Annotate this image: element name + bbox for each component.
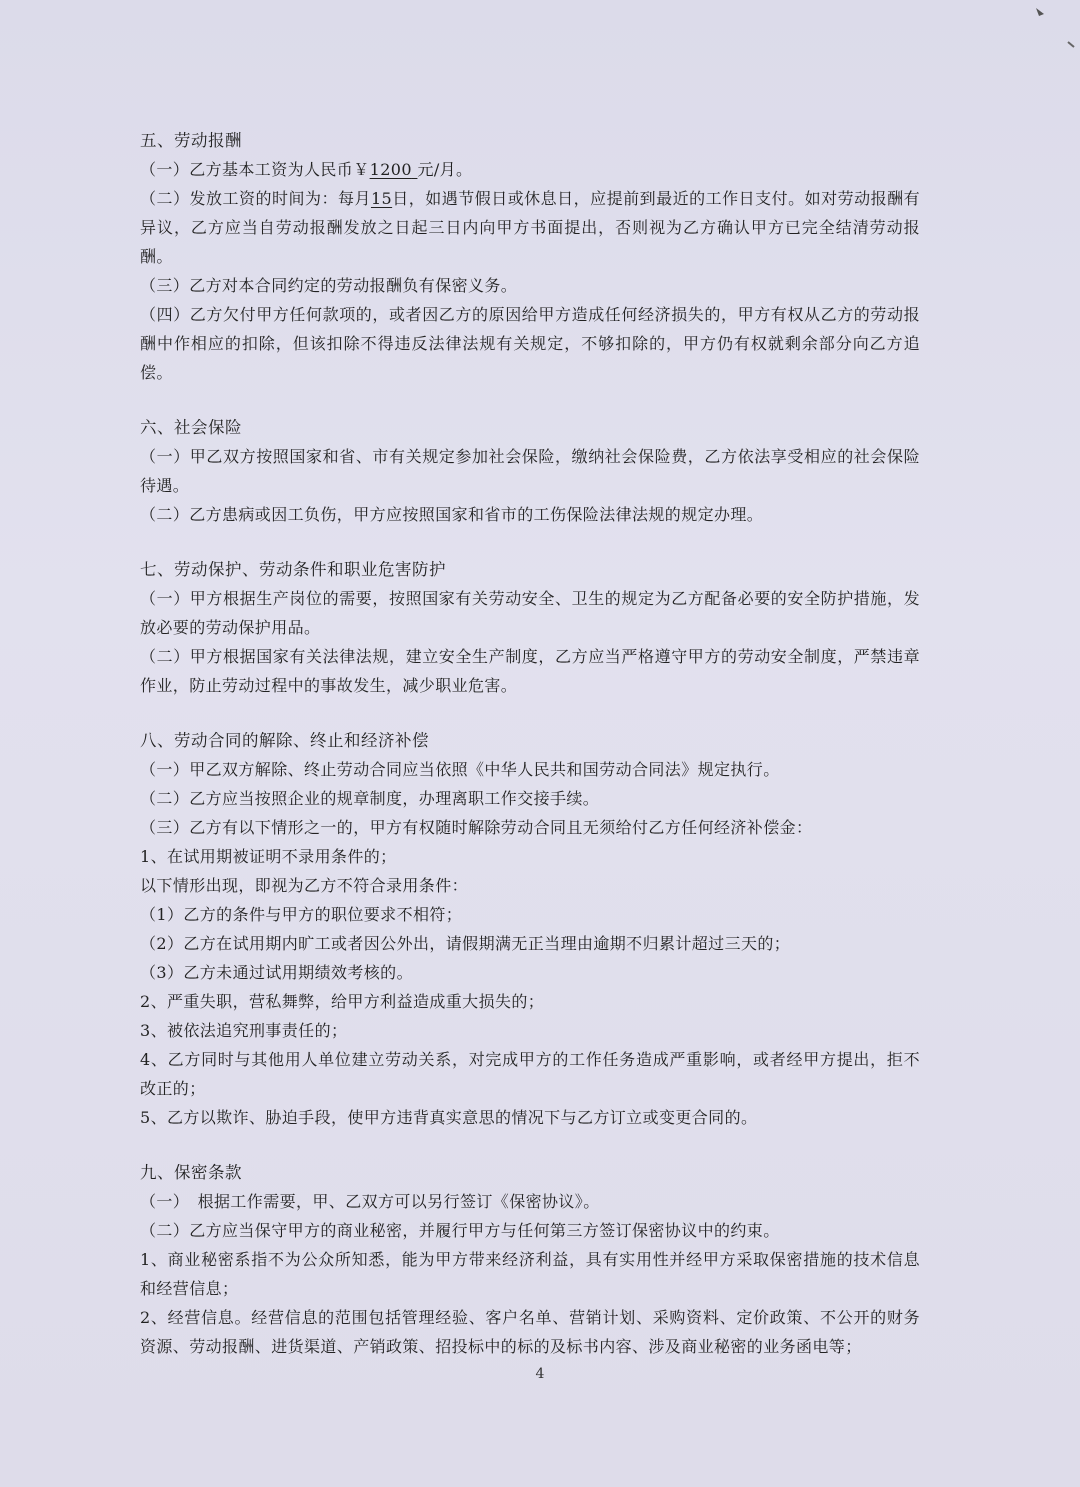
list-item: （3）乙方未通过试用期绩效考核的。 [140, 963, 413, 982]
pay-day: 15 [370, 189, 393, 208]
section-title: 七、劳动保护、劳动条件和职业危害防护 [140, 560, 446, 579]
list-item: 1、商业秘密系指不为公众所知悉，能为甲方带来经济利益，具有实用性并经甲方采取保密措施的技术信息和经营信息； [140, 1250, 920, 1298]
paragraph: （一）甲方根据生产岗位的需要，按照国家有关劳动安全、卫生的规定为乙方配备必要的安全防护措施，发放必要的劳动保护用品。 [140, 589, 920, 637]
text: 日，如遇节假日或休息日，应提前到最近的工作日支付。如对劳动报酬有异议，乙方应当自劳动报酬发放之日起三日内向甲方书面提出，否则视为乙方确认甲方已完全结清劳动报酬。 [140, 189, 920, 266]
list-item: （2）乙方在试用期内旷工或者因公外出，请假期满无正当理由逾期不归累计超过三天的； [140, 934, 791, 953]
list-item: 4、乙方同时与其他用人单位建立劳动关系，对完成甲方的工作任务造成严重影响，或者经甲方提出，拒不改正的； [140, 1050, 920, 1098]
paragraph: （一）甲乙双方解除、终止劳动合同应当依照《中华人民共和国劳动合同法》规定执行。 [140, 760, 780, 779]
section-title: 六、社会保险 [140, 418, 242, 437]
paragraph: （四）乙方欠付甲方任何款项的，或者因乙方的原因给甲方造成任何经济损失的，甲方有权从乙方的劳动报酬中作相应的扣除，但该扣除不得违反法律法规有关规定，不够扣除的，甲方仍有权就剩余部分向乙方追偿。 [140, 305, 920, 382]
paragraph: （一）甲乙双方按照国家和省、市有关规定参加社会保险，缴纳社会保险费，乙方依法享受相应的社会保险待遇。 [140, 447, 920, 495]
list-item: 2、经营信息。经营信息的范围包括管理经验、客户名单、营销计划、采购资料、定价政策、不公开的财务资源、劳动报酬、进货渠道、产销政策、招投标中的标的及标书内容、涉及商业秘密的业务函电等； [140, 1308, 920, 1356]
paragraph: （二）乙方患病或因工负伤，甲方应按照国家和省市的工伤保险法律法规的规定办理。 [140, 505, 764, 524]
section-title: 五、劳动报酬 [140, 131, 242, 150]
paragraph: （一） 根据工作需要，甲、乙双方可以另行签订《保密协议》。 [140, 1192, 600, 1211]
page-number: 4 [535, 1366, 545, 1382]
paragraph: （三）乙方有以下情形之一的，甲方有权随时解除劳动合同且无须给付乙方任何经济补偿金： [140, 818, 813, 837]
document-body [140, 126, 920, 1387]
paragraph [140, 184, 920, 271]
paragraph: （三）乙方对本合同约定的劳动报酬负有保密义务。 [140, 276, 518, 295]
list-item: 2、严重失职，营私舞弊，给甲方利益造成重大损失的； [140, 992, 545, 1011]
paragraph: 以下情形出现，即视为乙方不符合录用条件： [140, 876, 469, 895]
section-social-insurance [140, 413, 920, 529]
paragraph: （二）乙方应当保守甲方的商业秘密，并履行甲方与任何第三方签订保密协议中的约束。 [140, 1221, 780, 1240]
paragraph [140, 155, 920, 184]
section-labor-remuneration [140, 126, 920, 387]
text: 元/月。 [417, 160, 473, 179]
scan-marks [940, 0, 1080, 80]
paragraph: （二）甲方根据国家有关法律法规，建立安全生产制度，乙方应当严格遵守甲方的劳动安全制度，严禁违章作业，防止劳动过程中的事故发生，减少职业危害。 [140, 647, 920, 695]
section-labor-protection [140, 555, 920, 700]
section-confidentiality [140, 1158, 920, 1361]
text: （二）发放工资的时间为：每月 [140, 189, 371, 208]
paragraph: （二）乙方应当按照企业的规章制度，办理离职工作交接手续。 [140, 789, 600, 808]
text: （一）乙方基本工资为人民币￥ [140, 160, 370, 179]
salary-amount: 1200 [369, 160, 412, 179]
list-item: （1）乙方的条件与甲方的职位要求不相符； [140, 905, 463, 924]
list-item: 1、在试用期被证明不录用条件的； [140, 847, 397, 866]
section-title: 九、保密条款 [140, 1163, 242, 1182]
list-item: 3、被依法追究刑事责任的； [140, 1021, 348, 1040]
section-title: 八、劳动合同的解除、终止和经济补偿 [140, 731, 429, 750]
list-item: 5、乙方以欺诈、胁迫手段，使甲方违背真实意思的情况下与乙方订立或变更合同的。 [140, 1108, 758, 1127]
section-termination [140, 726, 920, 1132]
